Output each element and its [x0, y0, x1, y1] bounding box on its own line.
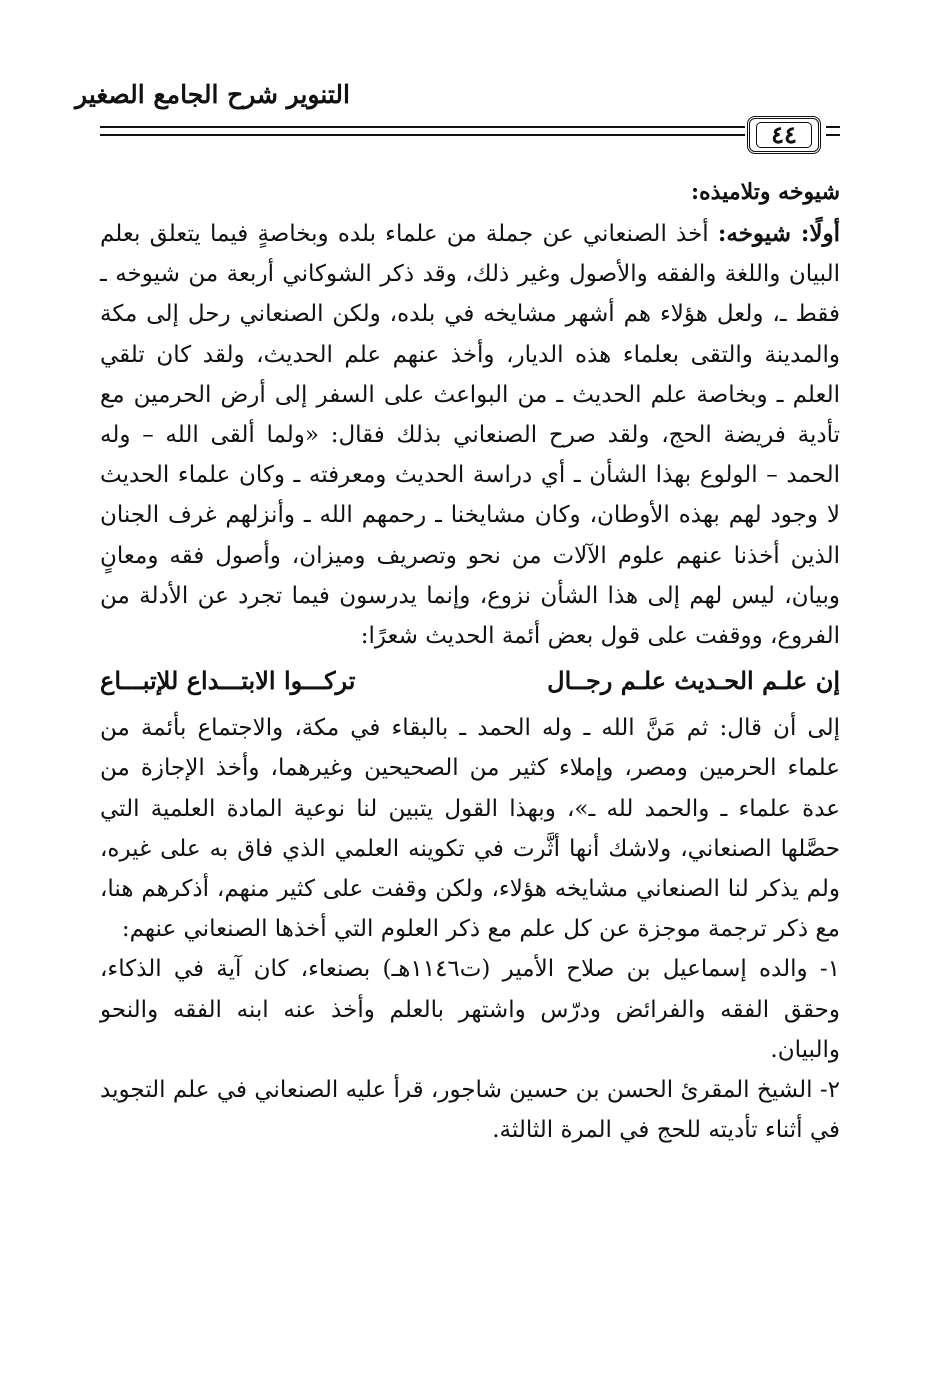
header-rule [100, 126, 745, 136]
poetry-verse [100, 658, 840, 704]
page-number: ٤٤ [747, 116, 821, 154]
verse-second-hemistich: تركـــوا الابتـــداع للإتبـــاع [100, 666, 356, 696]
page-body [100, 172, 840, 1150]
header-rule-end [826, 126, 840, 136]
list-item-teacher-2: ٢- الشيخ المقرئ الحسن بن حسين شاجور، قرأ عليه الصنعاني في علم التجويد في أثناء تأديته للحج في المرة الثالثة. [100, 1077, 840, 1144]
paragraph-teachers [100, 214, 840, 656]
paragraph-text: أخذ الصنعاني عن جملة من علماء بلده وبخاصةٍ فيما يتعلق بعلم البيان واللغة والفقه والأصول وغير ذلك، وقد ذكر الشوكاني أربعة من شيوخه ـ فقط ـ، ولعل هؤلاء هم أشهر مشايخه في بلده، ولكن الصنعاني رحل إلى مكة والمدينة والتقى بعلماء هذه الديار، وأخذ عنهم علم الحديث، ولقد كان تلقي العلم ـ وبخاصة علم الحديث ـ من البواعث على السفر إلى أرض الحرمين مع تأدية فريضة الحج، ولقد صرح الصنعاني بذلك فقال: «ولما ألقى الله – وله الحمد – الولوع بهذا الشأن ـ أي دراسة الحديث ومعرفته ـ وكان علماء الحديث لا وجود لهم بهذه الأوطان، وكان مشايخنا ـ رحمهم الله ـ وأنزلهم غرف الجنان الذين أخذنا عنهم علوم الآلات من نحو وتصريف وميزان، وأصول فقه ومعانٍ وبيان، ليس لهم إلى هذا الشأن نزوع، وإنما يدرسون فيما تجرد عن الأدلة من الفروع، ووقفت على قول بعض أئمة الحديث شعرًا: [100, 221, 840, 650]
verse-first-hemistich: إن علـم الحـديث علـم رجــال [547, 666, 840, 696]
section-heading: شيوخه وتلاميذه: [691, 179, 840, 205]
paragraph-lead: أولًا: شيوخه: [717, 220, 840, 247]
running-title: التنوير شرح الجامع الصغير [75, 80, 350, 109]
list-item-teacher-1: ١- والده إسماعيل بن صلاح الأمير (ت١١٤٦هـ) بصنعاء، كان آية في الذكاء، وحقق الفقه والفرائض ودرّس واشتهر بالعلم وأخذ عنه ابنه الفقه والنحو والبيان. [100, 956, 840, 1063]
paragraph-continuation: إلى أن قال: ثم مَنَّ الله ـ وله الحمد ـ بالبقاء في مكة، والاجتماع بأئمة من علماء الحرمين ومصر، وإملاء كثير من الصحيحين وغيرهما، وأخذ الإجازة من عدة علماء ـ والحمد لله ـ»، وبهذا القول يتبين لنا نوعية المادة العلمية التي حصَّلها الصنعاني، ولاشك أنها أثَّرت في تكوينه العلمي الذي فاق به على غيره، ولم يذكر لنا الصنعاني مشايخه هؤلاء، ولكن وقفت على كثير منهم، أذكرهم هنا، مع ذكر ترجمة موجزة عن كل علم مع ذكر العلوم التي أخذها الصنعاني عنهم: [100, 715, 840, 943]
